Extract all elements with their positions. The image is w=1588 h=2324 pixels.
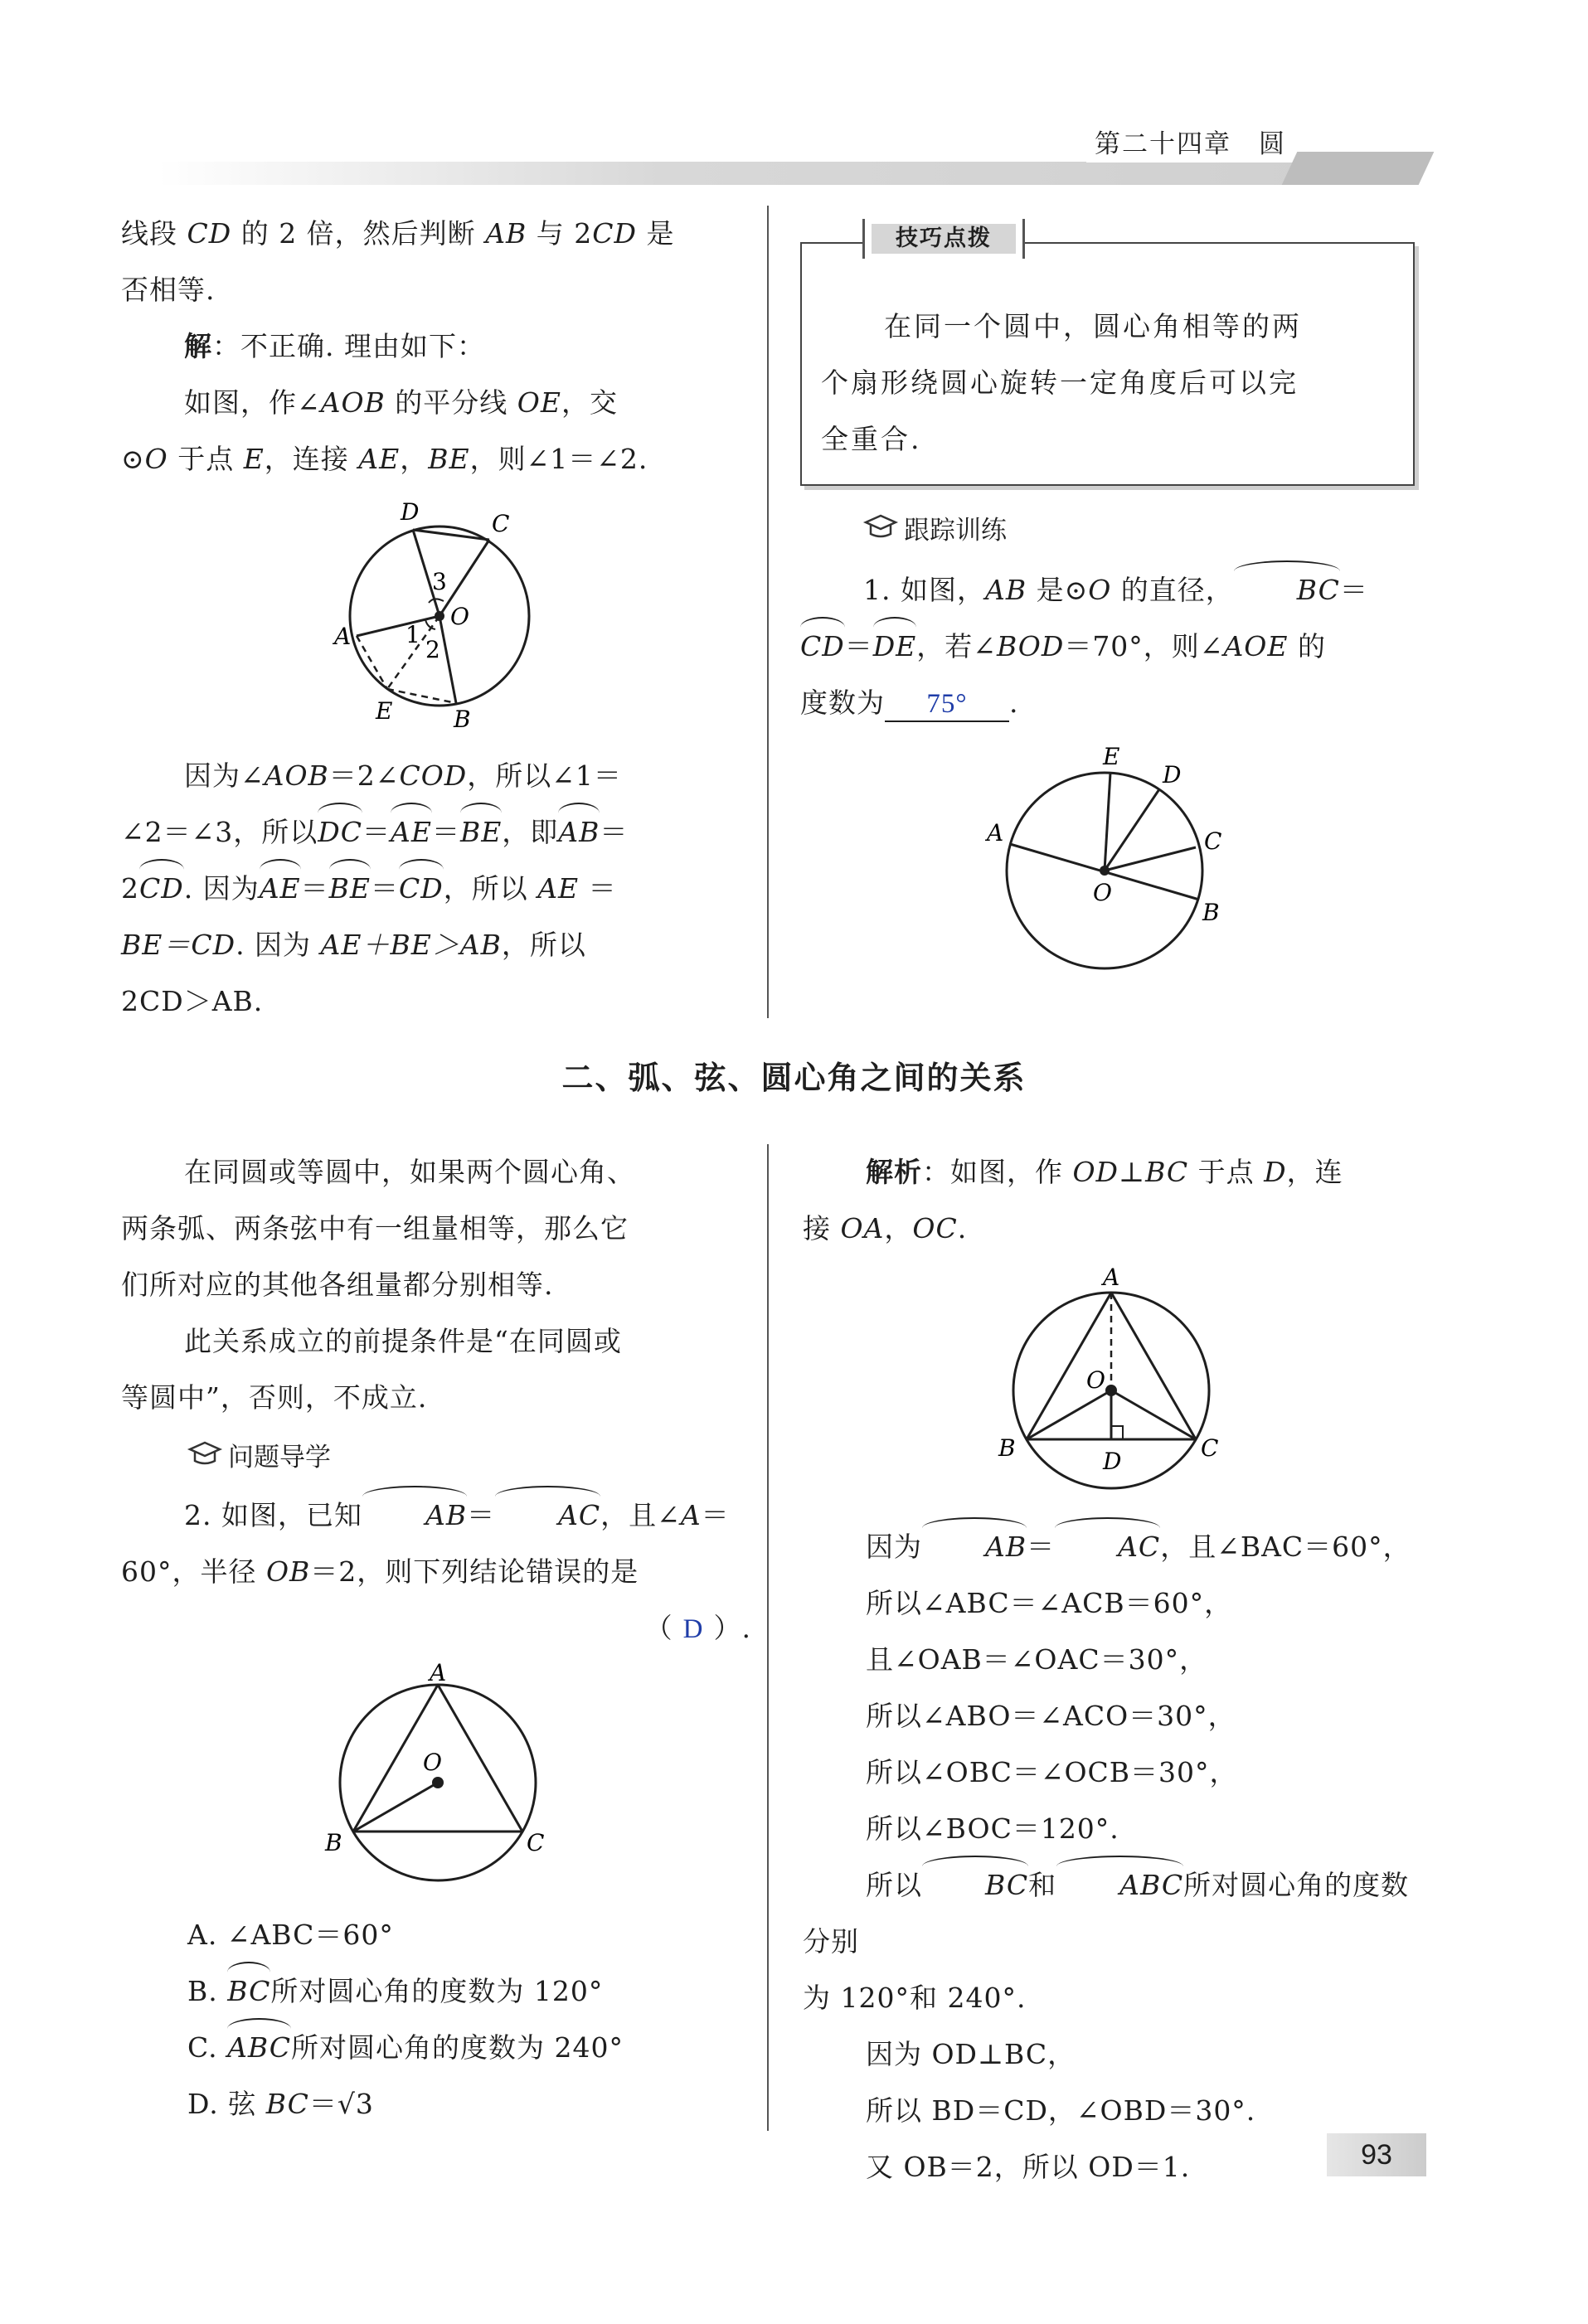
answer-line: （ D ）.	[644, 1612, 751, 1644]
text-line: ⊙O 于点 E，连接 AE，BE，则∠1＝∠2.	[121, 443, 648, 475]
text-line: CD＝DE，若∠BOD＝70°，则∠AOE 的	[800, 619, 1422, 675]
text-line: 因为 AB＝ AC，且∠BAC＝60°，	[803, 1519, 1425, 1575]
question-2	[121, 1487, 751, 1657]
header-bar	[158, 162, 1418, 185]
text-line: 所以 BC和 ABC所对圆心角的度数分别	[803, 1857, 1425, 1970]
tip-line: 全重合.	[821, 423, 922, 455]
point-label-c: C	[492, 510, 510, 537]
header-stripe	[1282, 152, 1435, 185]
text-line: 且∠OAB＝∠OAC＝30°，	[866, 1643, 1208, 1676]
text-line: 2CD＞AB.	[121, 985, 264, 1017]
text-line: 所以 BD＝CD，∠OBD＝30°.	[866, 2094, 1256, 2127]
section-title: 二、弧、弦、圆心角之间的关系	[561, 1060, 1027, 1096]
text-line: 两条弧、两条弦中有一组量相等，那么它	[121, 1212, 629, 1244]
point-label-e: E	[1103, 743, 1120, 770]
answer-blank	[885, 687, 1009, 722]
text-line: 如图，作∠AOB 的平分线 OE，交	[184, 386, 618, 419]
analysis-steps	[803, 1519, 1425, 2195]
angle-label-2: 2	[425, 636, 440, 663]
graduation-cap-icon	[187, 1439, 223, 1469]
follow-question-1	[800, 562, 1422, 731]
center-dot	[1105, 1385, 1117, 1396]
option-a: A. ∠ABC＝60°	[187, 1919, 394, 1951]
text-line: BE＝CD. 因为 AE＋BE＞AB，所以	[121, 929, 586, 961]
text-line: 因为∠AOB＝2∠COD，所以∠1＝	[184, 759, 622, 792]
text-line: 所以∠ABC＝∠ACB＝60°，	[866, 1587, 1233, 1619]
point-label-d: D	[1103, 1448, 1122, 1475]
angle-label-1: 1	[405, 621, 420, 648]
point-label-b: B	[998, 1434, 1016, 1462]
option-b: B. BC所对圆心角的度数为 120°	[187, 1963, 751, 2020]
point-label-a: A	[987, 819, 1004, 847]
point-label-o: O	[1093, 879, 1112, 906]
point-label-a: A	[430, 1662, 447, 1686]
point-label-c: C	[1201, 1434, 1219, 1462]
figure-circle-1	[328, 493, 543, 734]
guide-title-row	[187, 1434, 331, 1474]
guide-title: 问题导学	[228, 1442, 331, 1473]
figure-circle-3	[315, 1662, 564, 1882]
point-label-e: E	[376, 697, 393, 725]
center-dot	[435, 611, 444, 621]
text-line: 1. 如图，AB 是⊙O 的直径， BC＝	[800, 562, 1422, 619]
text-line: 们所对应的其他各组量都分别相等.	[121, 1269, 554, 1301]
text-line: 又 OB＝2，所以 OD＝1.	[866, 2151, 1191, 2183]
page-number: 93	[1361, 2139, 1392, 2171]
column-divider-top	[767, 206, 769, 1018]
text-line: 所以∠OBC＝∠OCB＝30°，	[866, 1756, 1238, 1788]
point-label-a: A	[1103, 1264, 1120, 1291]
figure-circle-2	[979, 738, 1244, 978]
point-label-c: C	[527, 1829, 545, 1856]
tip-line: 个扇形绕圆心旋转一定角度后可以完	[821, 366, 1299, 399]
left-bottom-block	[121, 1144, 751, 1426]
text-line: 2CD. 因为AE＝BE＝CD，所以 AE ＝	[121, 861, 751, 917]
option-c: C. ABC所对圆心角的度数为 240°	[187, 2020, 751, 2076]
answer-75: 75°	[926, 689, 968, 719]
text-line: 为 120°和 240°.	[803, 1982, 1027, 2014]
point-label-d: D	[1163, 761, 1182, 788]
graduation-cap-icon	[862, 512, 899, 542]
point-label-b: B	[454, 706, 471, 733]
point-label-c: C	[1204, 827, 1222, 855]
analysis-intro	[803, 1144, 1425, 1257]
tip-content	[821, 298, 1401, 468]
angle-label-3: 3	[432, 568, 447, 595]
text-line: 此关系成立的前提条件是“在同圆或	[184, 1325, 622, 1357]
center-dot	[1100, 866, 1110, 876]
text-line: 所以∠BOC＝120°.	[866, 1812, 1119, 1845]
text-line: 所以∠ABO＝∠ACO＝30°，	[866, 1700, 1236, 1732]
text-line: 接 OA，OC.	[803, 1212, 968, 1244]
text-line: ∠2＝∠3，所以DC＝AE＝BE，即AB＝	[121, 804, 751, 861]
answer-d: D	[682, 1614, 704, 1644]
text-line: 因为 OD⊥BC，	[866, 2038, 1076, 2070]
text-line: 在同圆或等圆中，如果两个圆心角、	[184, 1156, 635, 1188]
point-label-o: O	[1086, 1366, 1105, 1394]
text-line: 等圆中”，否则，不成立.	[121, 1381, 428, 1414]
text-line: 度数为 75° .	[800, 675, 1422, 731]
point-label-a: A	[334, 623, 352, 650]
follow-title: 跟踪训练	[904, 515, 1007, 546]
center-dot	[432, 1777, 444, 1788]
option-d: D. 弦 BC＝√3	[187, 2088, 374, 2120]
solution-line: 解：不正确. 理由如下：	[184, 330, 485, 362]
text-line: 2. 如图，已知 AB＝ AC，且∠A＝	[121, 1487, 751, 1544]
tip-title: 技巧点拨	[872, 224, 1016, 254]
text-line: 解析：如图，作 OD⊥BC 于点 D，连	[866, 1156, 1343, 1188]
text-line: 线段 CD 的 2 倍，然后判断 AB 与 2CD 是	[121, 217, 675, 250]
point-label-o: O	[450, 603, 469, 630]
point-label-b: B	[325, 1829, 342, 1856]
left-top-block	[121, 206, 751, 488]
point-label-o: O	[423, 1749, 442, 1776]
tip-line: 在同一个圆中，圆心角相等的两	[884, 310, 1302, 342]
options-list	[187, 1907, 751, 2132]
figure-circle-4	[987, 1260, 1236, 1501]
chapter-title: 第二十四章 圆	[1086, 126, 1294, 163]
follow-title-row	[862, 507, 1007, 547]
text-line: 60°，半径 OB＝2，则下列结论错误的是	[121, 1555, 639, 1588]
point-label-b: B	[1202, 899, 1220, 926]
column-divider-bottom	[767, 1144, 769, 2131]
point-label-d: D	[401, 498, 420, 526]
text-line: 否相等.	[121, 274, 216, 306]
tip-title-badge	[862, 219, 1025, 259]
left-top-reasoning	[121, 748, 751, 1030]
